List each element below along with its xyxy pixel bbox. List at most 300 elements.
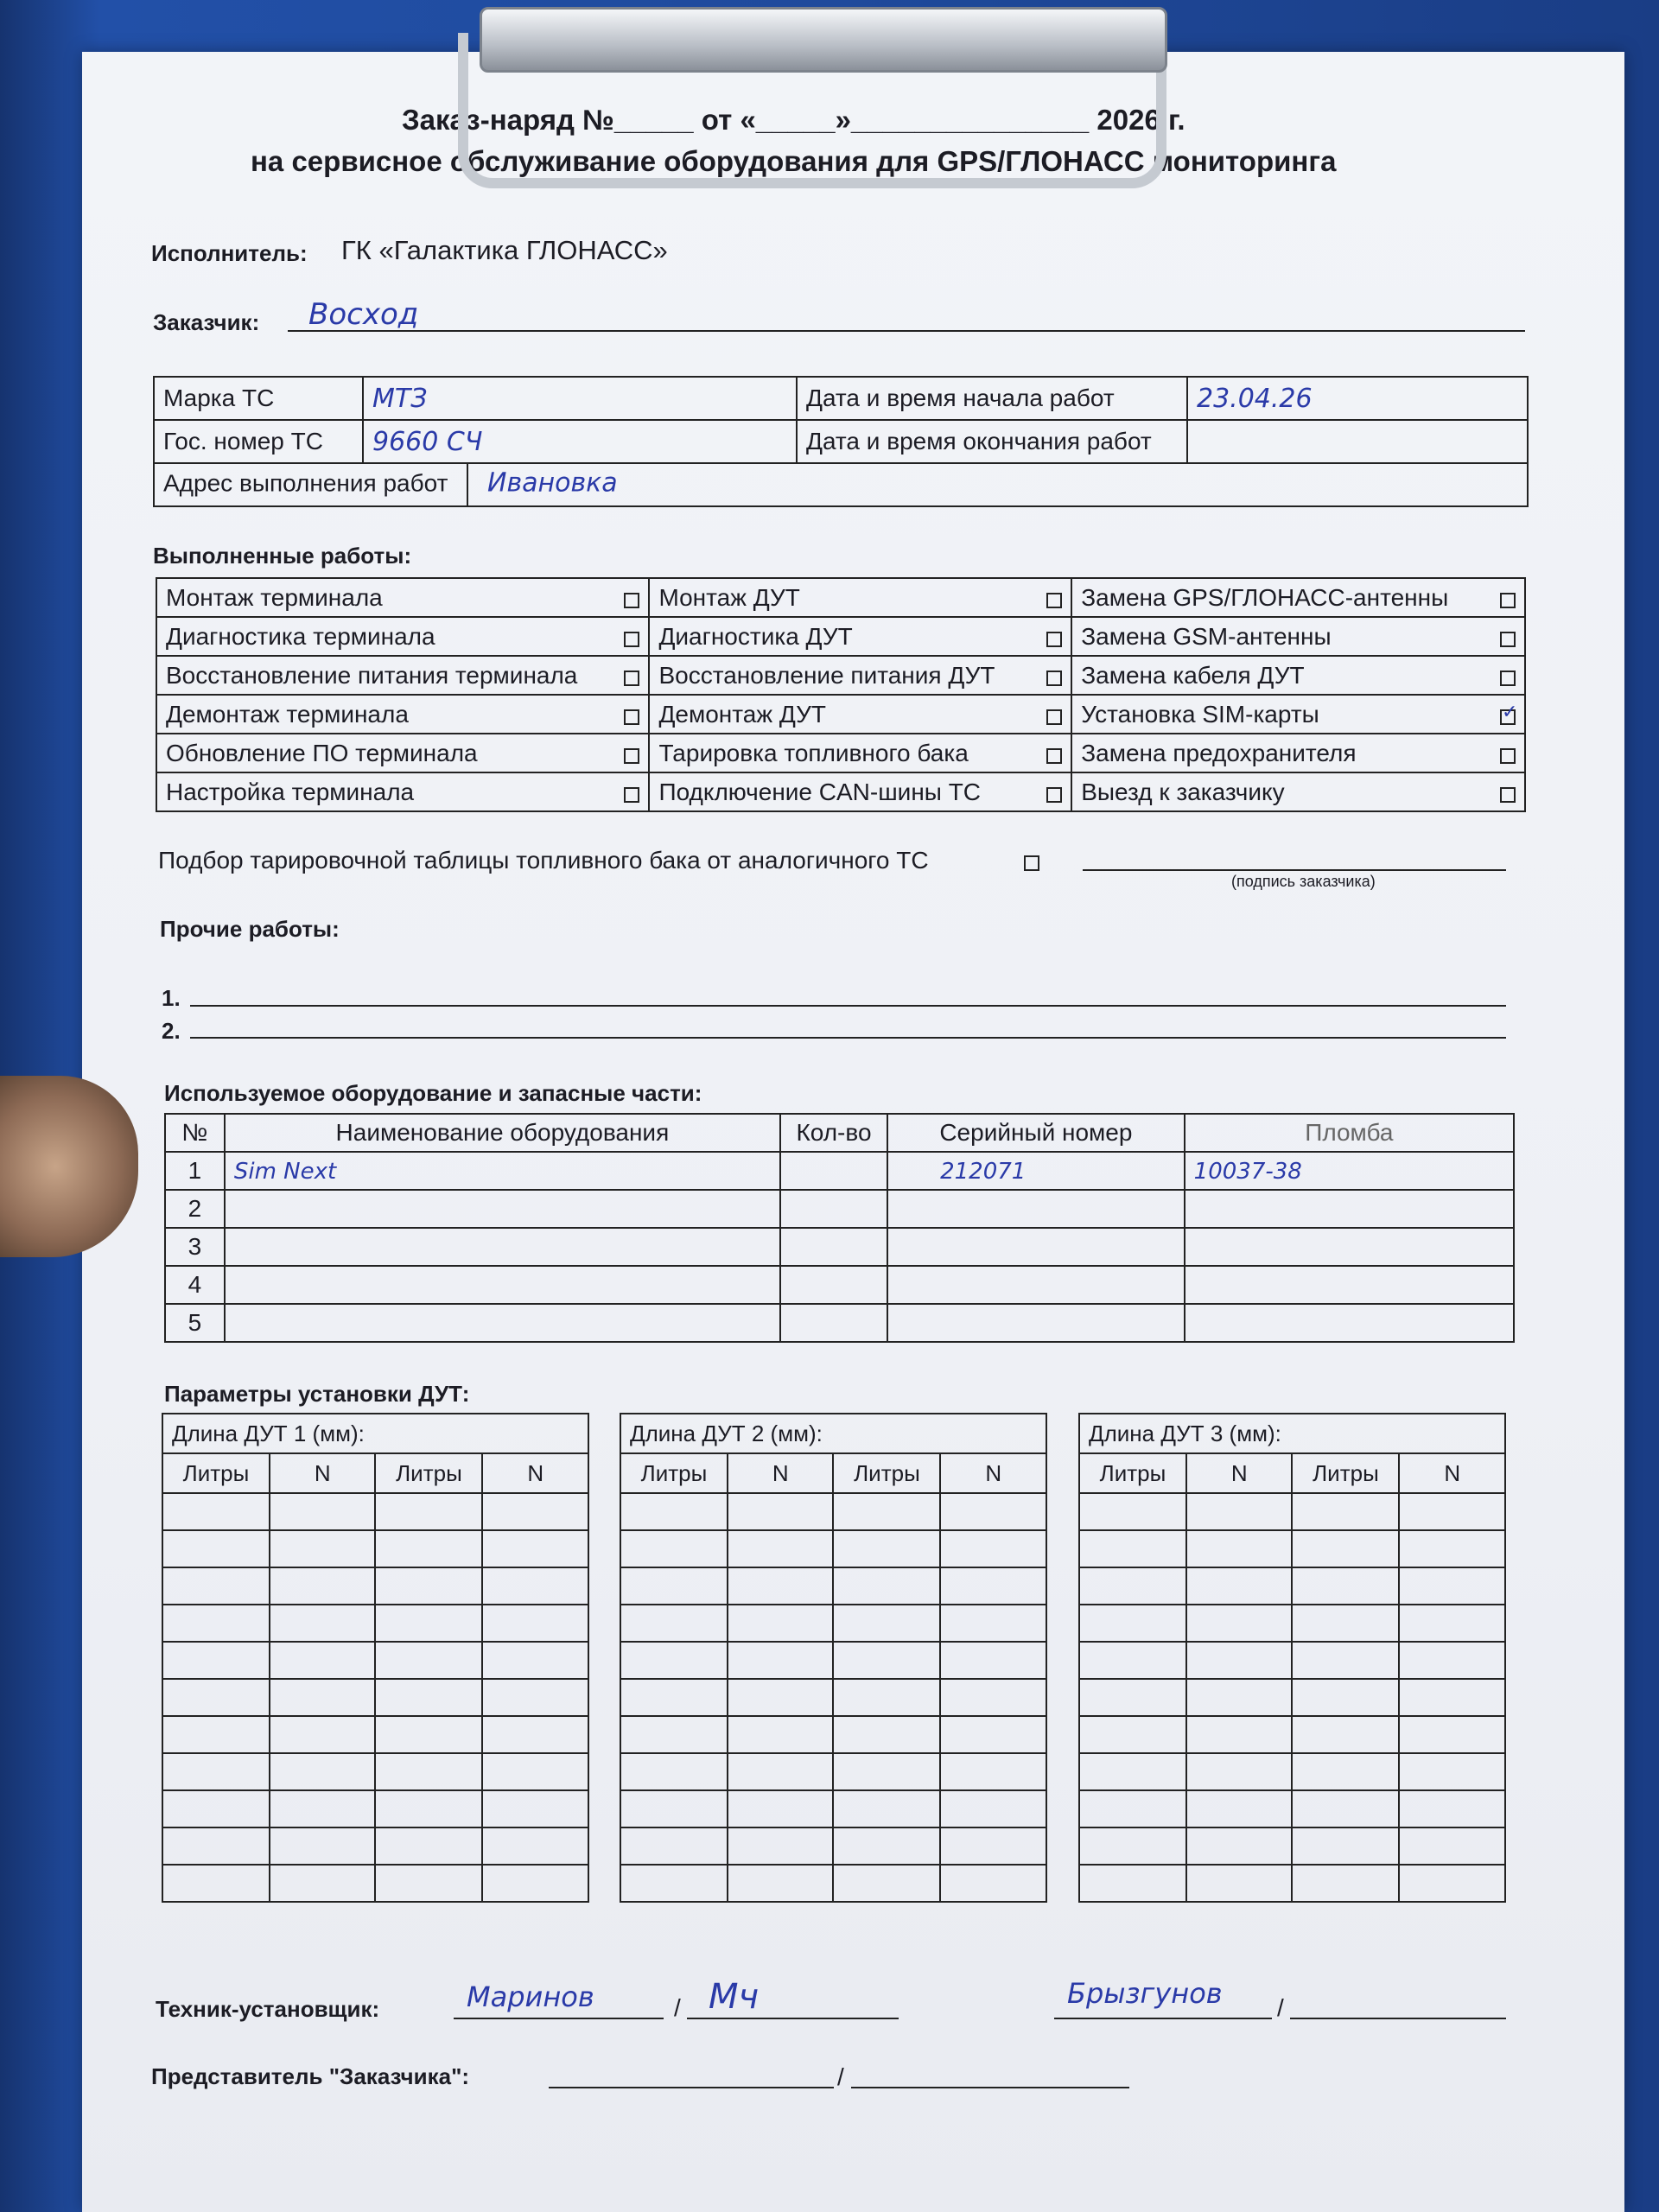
work-checkbox[interactable] [1046,709,1062,725]
work-checkbox[interactable] [1500,787,1516,803]
equipment-value: 4 [188,1271,202,1298]
dut-cell[interactable] [833,1530,940,1567]
dut-cell[interactable] [833,1493,940,1530]
dut-cell[interactable] [1292,1716,1399,1753]
dut-cell[interactable] [1292,1865,1399,1902]
work-cell [156,695,649,734]
executor-label: Исполнитель: [151,240,308,266]
dut-cell[interactable] [1079,1716,1186,1753]
address-value: Ивановка [487,467,618,499]
work-label: Установка SIM-карты [1081,700,1319,728]
dut-cell[interactable] [940,1605,1046,1642]
work-cell [649,772,1071,811]
work-label: Восстановление питания ДУТ [658,661,995,689]
start-label: Дата и время начала работ [797,377,1187,420]
dut-cell[interactable] [940,1530,1046,1567]
table-row [162,1716,588,1753]
dut-cell[interactable] [482,1827,588,1865]
dut-cell[interactable] [728,1567,834,1605]
equipment-cell [887,1152,1185,1190]
technician-name-1: Маринов [467,1980,594,2013]
dut-cell[interactable] [482,1753,588,1790]
dut-cell[interactable] [1079,1679,1186,1716]
dut-cell[interactable] [1079,1865,1186,1902]
dut-cell[interactable] [620,1530,728,1567]
work-label: Замена кабеля ДУТ [1081,661,1305,689]
table-row [620,1716,1046,1753]
work-cell [649,695,1071,734]
table-row [1079,1679,1505,1716]
equipment-value: 2 [188,1195,202,1222]
equipment-cell [225,1304,780,1342]
technician-sign-line-2 [1290,2018,1506,2019]
dut-cell[interactable] [833,1679,940,1716]
dut-cell[interactable] [1079,1827,1186,1865]
dut-cell[interactable] [1186,1493,1293,1530]
work-cell [1071,656,1525,695]
dut-cell[interactable] [270,1716,376,1753]
work-checkbox[interactable] [1046,671,1062,686]
table-row [1079,1493,1505,1530]
executor-value: ГК «Галактика ГЛОНАСС» [341,235,668,265]
work-cell [649,578,1071,617]
other-work-2-number: 2. [162,1018,181,1044]
dut-col-header: Литры [620,1453,728,1493]
work-label: Монтаж терминала [166,583,383,611]
work-checkbox[interactable] [624,787,639,803]
dut-cell[interactable] [270,1827,376,1865]
dut-cell[interactable] [270,1753,376,1790]
dut-cell[interactable] [162,1716,270,1753]
works-title: Выполненные работы: [153,543,412,569]
equipment-cell [887,1266,1185,1304]
dut-cell[interactable] [1292,1530,1399,1567]
work-checkbox[interactable] [624,671,639,686]
dut-cell[interactable] [270,1679,376,1716]
vehicle-table [153,376,1529,507]
dut-cell[interactable] [1292,1493,1399,1530]
work-checkbox[interactable] [1500,671,1516,686]
work-label: Монтаж ДУТ [658,583,800,611]
dut-cell[interactable] [375,1605,482,1642]
dut-col-header: N [1186,1453,1293,1493]
dut-cell[interactable] [728,1716,834,1753]
equipment-value: 5 [188,1309,202,1336]
dut-cell[interactable] [940,1716,1046,1753]
equipment-cell [225,1266,780,1304]
work-label: Диагностика терминала [166,622,435,650]
dut-caption: Длина ДУТ 1 (мм): [162,1414,588,1453]
equipment-value: 10037-38 [1193,1159,1302,1185]
dut-cell[interactable] [940,1790,1046,1827]
dut-cell[interactable] [162,1567,270,1605]
equipment-cell [780,1152,887,1190]
equipment-title: Используемое оборудование и запасные части: [164,1080,702,1106]
dut-cell[interactable] [375,1530,482,1567]
dut-cell[interactable] [1186,1790,1293,1827]
work-cell [156,772,649,811]
dut-cell[interactable] [1399,1865,1505,1902]
work-checkbox[interactable] [624,709,639,725]
work-label: Демонтаж ДУТ [658,700,827,728]
work-checkbox[interactable] [1046,593,1062,608]
dut-cell[interactable] [482,1865,588,1902]
dut-cell[interactable] [482,1790,588,1827]
dut-cell[interactable] [375,1827,482,1865]
table-row [162,1567,588,1605]
dut-cell[interactable] [482,1530,588,1567]
tare-table-label: Подбор тарировочной таблицы топливного бака от аналогичного ТС [158,847,929,874]
work-checkbox[interactable] [1046,632,1062,647]
dut-cell[interactable] [482,1605,588,1642]
dut-cell[interactable] [375,1716,482,1753]
work-checkbox[interactable] [1046,748,1062,764]
dut-cell[interactable] [1399,1716,1505,1753]
table-row [620,1530,1046,1567]
equipment-cell [887,1228,1185,1266]
dut-cell[interactable] [620,1642,728,1679]
dut-cell[interactable] [1292,1605,1399,1642]
dut-cell[interactable] [940,1567,1046,1605]
representative-sign-line [851,2087,1129,2088]
clip-plate [480,7,1167,73]
dut-col-header: Литры [1292,1453,1399,1493]
dut-cell[interactable] [1186,1716,1293,1753]
dut-cell[interactable] [270,1642,376,1679]
equipment-cell [1185,1152,1514,1190]
work-label: Подключение CAN-шины ТС [658,778,982,805]
dut-cell[interactable] [1079,1493,1186,1530]
equipment-header: Серийный номер [887,1114,1185,1152]
dut-cell[interactable] [270,1493,376,1530]
dut-cell[interactable] [620,1567,728,1605]
dut-cell[interactable] [375,1642,482,1679]
dut-col-header: N [728,1453,834,1493]
separator-1: / [674,1994,681,2021]
table-row [620,1605,1046,1642]
equipment-cell [887,1190,1185,1228]
work-label: Обновление ПО терминала [166,739,478,766]
dut-cell[interactable] [482,1642,588,1679]
equipment-header: Кол-во [780,1114,887,1152]
work-checkbox[interactable] [1500,632,1516,647]
work-label: Диагностика ДУТ [658,622,853,650]
dut-cell[interactable] [1186,1679,1293,1716]
start-value: 23.04.26 [1197,383,1313,414]
dut-cell[interactable] [940,1753,1046,1790]
equipment-cell [1185,1266,1514,1304]
dut-table-1 [162,1413,589,1903]
dut-cell[interactable] [620,1827,728,1865]
dut-cell[interactable] [270,1530,376,1567]
dut-cell[interactable] [620,1605,728,1642]
dut-cell[interactable] [162,1530,270,1567]
dut-cell[interactable] [162,1790,270,1827]
dut-cell[interactable] [162,1605,270,1642]
dut-caption: Длина ДУТ 2 (мм): [620,1414,1046,1453]
dut-cell[interactable] [940,1493,1046,1530]
dut-cell[interactable] [1399,1790,1505,1827]
dut-cell[interactable] [375,1493,482,1530]
dut-cell[interactable] [1399,1530,1505,1567]
dut-cell[interactable] [375,1753,482,1790]
dut-caption: Длина ДУТ 3 (мм): [1079,1414,1505,1453]
clipboard-clip [480,7,1162,180]
equipment-cell [165,1152,225,1190]
work-cell [156,656,649,695]
representative-label: Представитель "Заказчика": [151,2063,470,2089]
dut-cell[interactable] [482,1716,588,1753]
work-checkbox[interactable] [1046,787,1062,803]
dut-cell[interactable] [1186,1642,1293,1679]
dut-table-2 [620,1413,1047,1903]
dut-cell[interactable] [1079,1530,1186,1567]
dut-cell[interactable] [1292,1642,1399,1679]
dut-cell[interactable] [833,1753,940,1790]
work-cell [156,734,649,772]
dut-cell[interactable] [620,1790,728,1827]
technician-name-line-2 [1054,2018,1272,2019]
customer-label: Заказчик: [153,309,260,335]
other-work-1-line [190,1005,1506,1007]
work-cell [1071,578,1525,617]
dut-cell[interactable] [1186,1865,1293,1902]
works-table [156,577,1526,812]
table-row [165,1266,1514,1304]
dut-cell[interactable] [620,1865,728,1902]
work-checkbox[interactable] [624,632,639,647]
work-cell [1071,695,1525,734]
dut-cell[interactable] [1292,1567,1399,1605]
dut-cell[interactable] [728,1605,834,1642]
dut-cell[interactable] [482,1679,588,1716]
dut-cell[interactable] [833,1865,940,1902]
dut-cell[interactable] [1079,1642,1186,1679]
dut-cell[interactable] [482,1567,588,1605]
work-label: Замена предохранителя [1081,739,1357,766]
work-checkbox[interactable] [1500,709,1516,725]
work-checkbox[interactable] [624,748,639,764]
dut-cell[interactable] [270,1865,376,1902]
work-cell [649,656,1071,695]
work-label: Демонтаж терминала [166,700,409,728]
table-row [165,1152,1514,1190]
table-row [620,1865,1046,1902]
technician-name-line-1 [454,2018,664,2019]
technician-label: Техник-установщик: [156,1996,380,2022]
table-row [620,1493,1046,1530]
dut-cell[interactable] [1186,1753,1293,1790]
dut-cell[interactable] [375,1567,482,1605]
work-cell [1071,617,1525,656]
dut-col-header: Литры [1079,1453,1186,1493]
dut-cell[interactable] [1292,1790,1399,1827]
table-row [620,1567,1046,1605]
dut-cell[interactable] [833,1716,940,1753]
end-value [1187,420,1528,463]
dut-cell[interactable] [1292,1753,1399,1790]
equipment-value: 212071 [940,1159,1027,1185]
address-cell [154,463,1528,506]
work-checkbox[interactable] [1500,593,1516,608]
dut-cell[interactable] [1399,1567,1505,1605]
dut-cell[interactable] [728,1530,834,1567]
customer-line [288,330,1525,332]
brand-value-cell [363,377,797,420]
technician-signature-1: Мч [709,1977,760,2017]
work-cell [649,734,1071,772]
dut-cell[interactable] [162,1827,270,1865]
table-row [620,1790,1046,1827]
equipment-cell [887,1304,1185,1342]
work-label: Выезд к заказчику [1081,778,1285,805]
title-line-2: на сервисное обслуживание оборудования для GPS/ГЛОНАСС мониторинга [251,145,1337,177]
table-row [162,1642,588,1679]
table-row [165,1190,1514,1228]
dut-cell[interactable] [162,1865,270,1902]
dut-title: Параметры установки ДУТ: [164,1381,470,1407]
separator-3: / [837,2063,844,2090]
equipment-cell [165,1304,225,1342]
dut-cell[interactable] [1399,1679,1505,1716]
signature-caption: (подпись заказчика) [1231,873,1376,890]
dut-cell[interactable] [833,1790,940,1827]
dut-cell[interactable] [270,1605,376,1642]
dut-cell[interactable] [375,1790,482,1827]
equipment-value: Sim Next [233,1159,337,1185]
dut-col-header: Литры [833,1453,940,1493]
dut-cell[interactable] [620,1716,728,1753]
customer-value: Восход [308,297,419,332]
equipment-cell [780,1190,887,1228]
table-row [620,1679,1046,1716]
dut-cell[interactable] [940,1642,1046,1679]
table-row [620,1753,1046,1790]
table-row [162,1679,588,1716]
dut-col-header: Литры [375,1453,482,1493]
work-cell [1071,734,1525,772]
equipment-cell [225,1152,780,1190]
table-row [165,1228,1514,1266]
dut-cell[interactable] [162,1679,270,1716]
work-order-sheet [82,52,1624,2212]
equipment-cell [780,1304,887,1342]
dut-cell[interactable] [270,1790,376,1827]
work-checkbox[interactable] [624,593,639,608]
work-checkbox[interactable] [1500,748,1516,764]
dut-cell[interactable] [728,1865,834,1902]
dut-cell[interactable] [728,1493,834,1530]
other-work-2-line [190,1037,1506,1039]
table-row [162,1493,588,1530]
dut-cell[interactable] [1186,1530,1293,1567]
dut-cell[interactable] [1186,1605,1293,1642]
equipment-value: 3 [188,1233,202,1260]
work-cell [156,617,649,656]
dut-cell[interactable] [833,1567,940,1605]
dut-cell[interactable] [833,1605,940,1642]
tare-table-checkbox[interactable] [1024,855,1039,871]
dut-cell[interactable] [1079,1753,1186,1790]
table-row [162,1865,588,1902]
brand-label: Марка ТС [154,377,363,420]
dut-cell[interactable] [375,1865,482,1902]
work-label: Замена GSM-антенны [1081,622,1332,650]
dut-col-header: N [270,1453,376,1493]
customer-signature-line [1083,869,1506,871]
dut-cell[interactable] [940,1679,1046,1716]
equipment-cell [1185,1190,1514,1228]
dut-cell[interactable] [728,1679,834,1716]
dut-cell[interactable] [728,1642,834,1679]
plate-value: 9660 СЧ [372,426,483,457]
table-row [1079,1716,1505,1753]
dut-col-header: N [482,1453,588,1493]
table-row [1079,1753,1505,1790]
work-cell [1071,772,1525,811]
dut-cell[interactable] [162,1642,270,1679]
dut-cell[interactable] [728,1790,834,1827]
title-line-1: Заказ-наряд №_____ от «_____»_______________ 2026 г. [402,104,1185,136]
dut-cell[interactable] [1399,1827,1505,1865]
dut-cell[interactable] [833,1827,940,1865]
dut-cell[interactable] [1399,1753,1505,1790]
representative-name-line [549,2087,834,2088]
dut-cell[interactable] [1079,1605,1186,1642]
dut-cell[interactable] [728,1753,834,1790]
dut-cell[interactable] [940,1865,1046,1902]
equipment-header: Наименование оборудования [225,1114,780,1152]
dut-cell[interactable] [375,1679,482,1716]
technician-sign-line-1 [687,2018,899,2019]
dut-cell[interactable] [162,1493,270,1530]
work-cell [156,578,649,617]
equipment-table [164,1113,1515,1343]
dut-cell[interactable] [162,1753,270,1790]
table-row [162,1753,588,1790]
equipment-cell [780,1266,887,1304]
equipment-cell [165,1266,225,1304]
dut-cell[interactable] [620,1679,728,1716]
dut-cell[interactable] [1186,1567,1293,1605]
table-row [1079,1827,1505,1865]
dut-cell[interactable] [1399,1493,1505,1530]
work-cell [649,617,1071,656]
dut-cell[interactable] [1079,1790,1186,1827]
dut-cell[interactable] [482,1493,588,1530]
dut-cell[interactable] [833,1642,940,1679]
equipment-cell [165,1228,225,1266]
dut-cell[interactable] [1399,1642,1505,1679]
dut-cell[interactable] [620,1753,728,1790]
table-row [1079,1790,1505,1827]
equipment-header: Пломба [1185,1114,1514,1152]
dut-cell[interactable] [620,1493,728,1530]
dut-cell[interactable] [1292,1679,1399,1716]
address-divider [467,464,468,505]
start-value-cell [1187,377,1528,420]
work-label: Тарировка топливного бака [658,739,969,766]
dut-cell[interactable] [1186,1827,1293,1865]
dut-cell[interactable] [270,1567,376,1605]
dut-cell[interactable] [1079,1567,1186,1605]
equipment-header: № [165,1114,225,1152]
dut-cell[interactable] [940,1827,1046,1865]
dut-cell[interactable] [728,1827,834,1865]
dut-col-header: N [940,1453,1046,1493]
dut-cell[interactable] [1292,1827,1399,1865]
dut-cell[interactable] [1399,1605,1505,1642]
